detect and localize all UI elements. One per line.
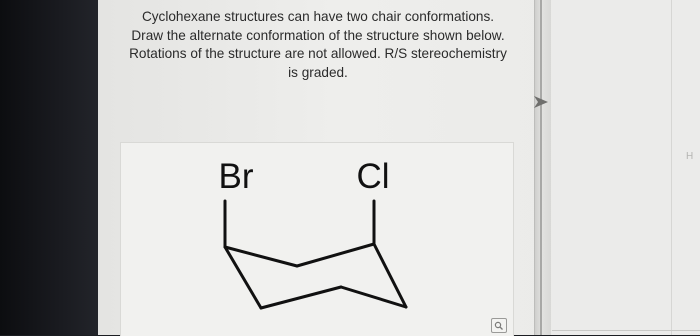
- divider-line: [540, 0, 542, 335]
- answer-panel[interactable]: [552, 0, 700, 335]
- app-window: [98, 0, 700, 335]
- question-panel: [98, 0, 538, 335]
- zoom-button[interactable]: [491, 318, 507, 333]
- question-line-2: Draw the alternate conformation of the structure shown below.: [131, 27, 505, 43]
- panel-divider[interactable]: [534, 0, 551, 335]
- resize-arrow-icon: [532, 95, 550, 109]
- bond-lines: [225, 201, 406, 308]
- panel-grid-line: [671, 0, 672, 335]
- screen-bezel: [0, 0, 102, 335]
- bromine-label: Br: [218, 157, 254, 196]
- question-line-3: Rotations of the structure are not allowed. R/S stereochemistry: [129, 46, 507, 61]
- question-line-4: is graded.: [288, 64, 348, 80]
- magnifier-icon: [494, 321, 504, 331]
- panel-bottom-line: [552, 330, 700, 331]
- ring-bond-5: [261, 287, 341, 308]
- question-line-1: Cyclohexane structures can have two chair conformations.: [141, 9, 495, 24]
- resize-handle[interactable]: [532, 95, 550, 109]
- question-prompt: [108, 8, 528, 82]
- structure-canvas[interactable]: [120, 142, 514, 336]
- partial-toolbar-label: H: [686, 151, 694, 162]
- chlorine-label: Cl: [356, 157, 390, 196]
- chair-cyclohexane-structure: [121, 143, 513, 336]
- ring-bond-2: [297, 244, 374, 266]
